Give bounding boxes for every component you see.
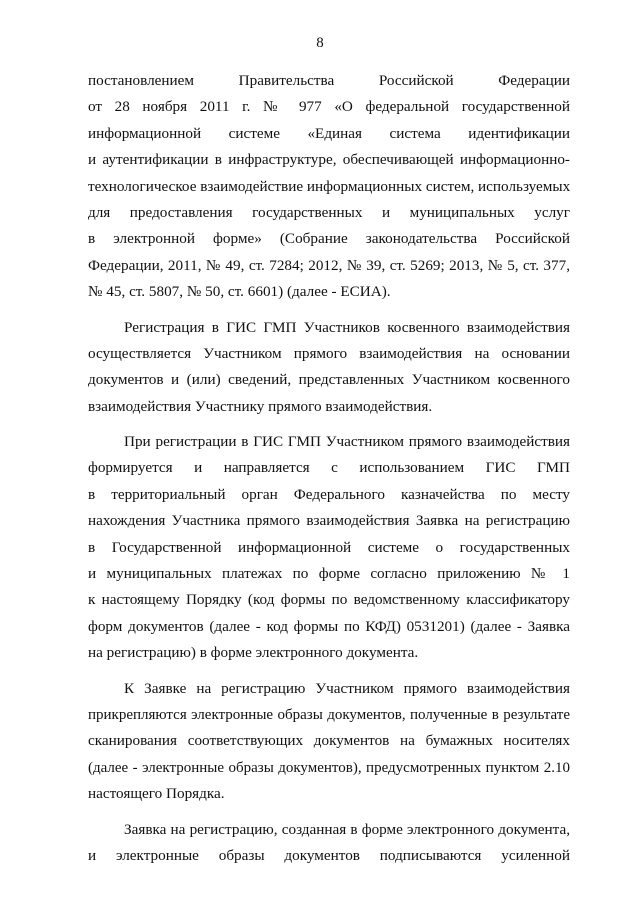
- paragraph-4: [88, 676, 570, 808]
- text-line: взаимодействия Участнику прямого взаимодействия.: [88, 397, 433, 415]
- text-line: формируется и направляется с использованием ГИС ГМП: [88, 459, 570, 477]
- text-line: настоящего Порядка.: [88, 785, 225, 803]
- text-line: в Государственной информационной системе о государственных: [88, 538, 570, 556]
- text-line: и аутентификации в инфраструктуре, обеспечивающей информационно-: [88, 151, 570, 169]
- text-line: постановлением Правительства Российской Федерации: [88, 72, 570, 89]
- text-line: и электронные образы документов подписываются усиленной: [88, 846, 570, 864]
- text-line: № 45, ст. 5807, № 50, ст. 6601) (далее - ЕСИА).: [88, 283, 391, 301]
- text-line: При регистрации в ГИС ГМП Участником прямого взаимодействия: [124, 433, 570, 451]
- text-line: на регистрацию) в форме электронного документа.: [88, 644, 419, 662]
- paragraph-5: [88, 817, 570, 870]
- text-line: сканирования соответствующих документов на бумажных носителях: [88, 732, 570, 750]
- text-line: в электронной форме» (Собрание законодательства Российской: [88, 230, 570, 248]
- document-body: [88, 68, 570, 869]
- paragraph-3: [88, 429, 570, 667]
- text-line: документов и (или) сведений, представленных Участником косвенного: [88, 371, 570, 389]
- text-line: нахождения Участника прямого взаимодействия Заявка на регистрацию: [88, 512, 570, 530]
- text-line: Регистрация в ГИС ГМП Участников косвенного взаимодействия: [124, 318, 570, 336]
- text-line: для предоставления государственных и муниципальных услуг: [88, 203, 570, 221]
- text-line: К Заявке на регистрацию Участником прямого взаимодействия: [124, 679, 570, 697]
- text-line: прикрепляются электронные образы документов, полученные в результате: [88, 706, 570, 723]
- text-line: (далее - электронные образы документов), предусмотренных пунктом 2.10: [88, 759, 570, 776]
- text-line: в территориальный орган Федерального казначейства по месту: [88, 485, 570, 503]
- text-line: к настоящему Порядку (код формы по ведомственному классификатору: [88, 591, 570, 609]
- text-line: технологическое взаимодействие информационных систем, используемых: [88, 177, 571, 195]
- text-line: и муниципальных платежах по форме согласно приложению № 1: [88, 565, 570, 583]
- text-line: форм документов (далее - код формы по КФД) 0531201) (далее - Заявка: [88, 617, 570, 635]
- paragraph-1: [88, 68, 570, 306]
- page-number: 8: [316, 35, 324, 51]
- paragraph-2: [88, 315, 570, 421]
- text-line: информационной системе «Единая система идентификации: [88, 124, 570, 142]
- text-line: от 28 ноября 2011 г. № 977 «О федеральной государственной: [88, 98, 570, 116]
- text-line: Заявка на регистрацию, созданная в форме электронного документа,: [124, 820, 570, 838]
- text-line: осуществляется Участником прямого взаимодействия на основании: [88, 344, 570, 362]
- text-line: Федерации, 2011, № 49, ст. 7284; 2012, № 39, ст. 5269; 2013, № 5, ст. 377,: [88, 256, 570, 274]
